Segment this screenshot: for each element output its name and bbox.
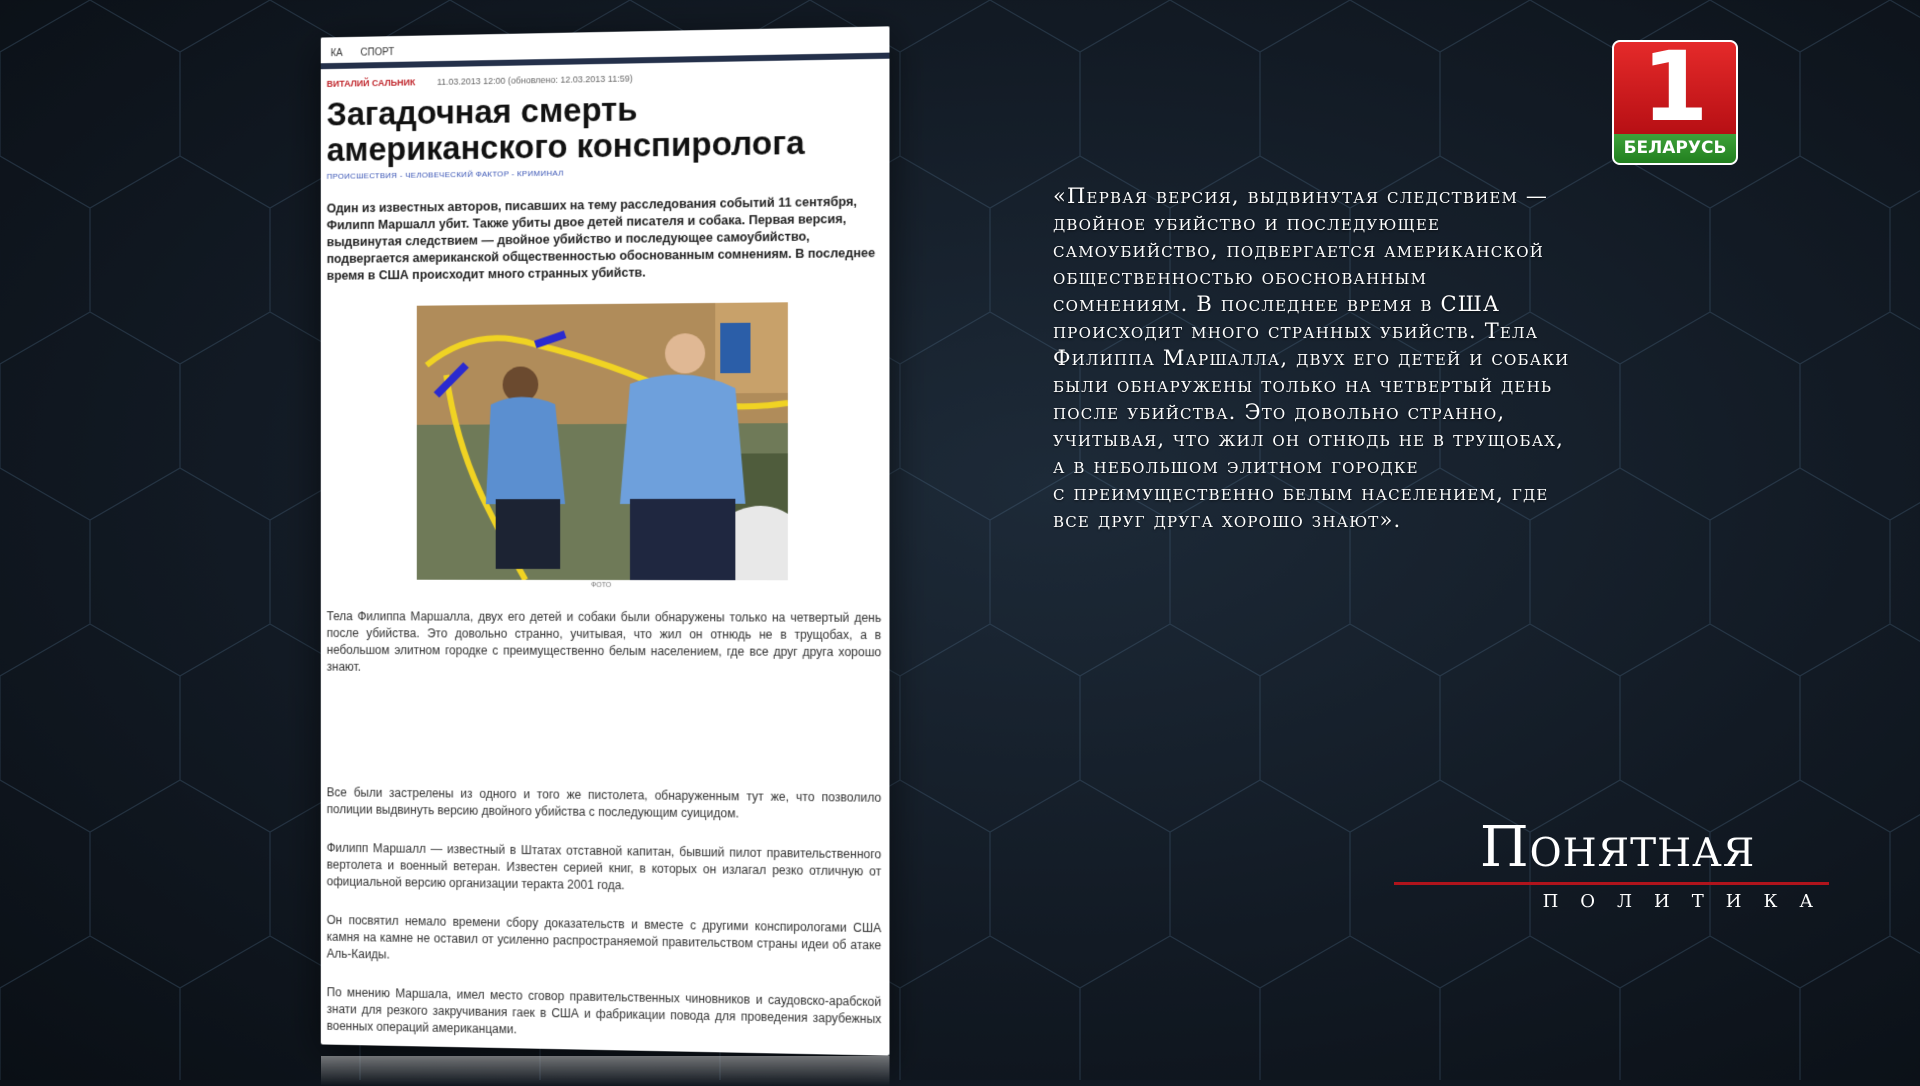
article-tags[interactable]: ПРОИСШЕСТВИЯ - ЧЕЛОВЕЧЕСКИЙ ФАКТОР - КРИМИНАЛ [326,168,564,181]
quote-line: после убийства. Это довольно странно, [1053,400,1506,424]
article-dates: 11.03.2013 12:00 (обновлено: 12.03.2013 11:59) [436,73,633,87]
quote-line: двойное убийство и последующее [1053,211,1441,235]
quote-line: происходит много странных убийств. Тела [1053,319,1539,343]
channel-logo-red-panel [1614,31,1736,143]
program-subtitle: ПОЛИТИКА [1542,891,1835,912]
photo-caption: ФОТО [590,581,612,590]
quote-line: были обнаружены только на четвертый день [1053,373,1553,397]
article-paragraph: Филипп Маршалл — известный в Штатах отставной капитан, бывший пилот правительственного вертолета и военный ветеран. Известен серией книг, в которых он излагал резко отличную от официальной версию организации теракта 2001 года. [326,840,882,893]
quote-line: а в небольшом элитном городке [1053,454,1419,478]
article-paragraph: Все были застрелены из одного и того же пистолета, обнаруженным тут же, что позволило полиции выдвинуть версию двойного убийства с последующим суицидом. [326,785,882,821]
channel-logo-name: БЕЛАРУСЬ [1614,134,1736,163]
article-screenshot-card [321,26,890,1055]
card-reflection [321,1056,890,1086]
program-title: Понятная [1479,815,1756,880]
article-lead: Один из известных авторов, писавших на тему расследования событий 11 сентября, Филипп Маршалл убит. Также убиты двое детей писателя и собака. Первая версия, выдвинутая следствием — двойное убийство и последующее самоубийство, подвергается американской общественностью обоснованным сомнениям. В последнее время в США происходит много странных убийств. [326,194,876,283]
article-author[interactable]: ВИТАЛИЙ САЛЬНИК [326,77,416,89]
quote-line: общественностью обоснованным [1053,265,1428,289]
quote-line: все друг друга хорошо знают». [1053,508,1402,532]
article-paragraph: Тела Филиппа Маршалла, двух его детей и собаки были обнаружены только на четвертый день после убийства. Это довольно странно, учитывая, что жил он отнюдь не в трущобах, а в небольшом элитном городке с преимущественно белым населением, где все друг друга хорошо знают. [326,609,882,674]
quote-line: сомнениям. В последнее время в США [1053,292,1501,316]
channel-logo-digit: 1 [1641,31,1709,143]
police-crime-scene-photo [417,302,788,580]
quote-line: Филиппа Маршалла, двух его детей и собаки [1053,346,1570,370]
article-meta [327,69,882,89]
quote-line: с преимущественно белым населением, где [1053,481,1549,505]
nav-item-sport[interactable]: СПОРТ [360,47,395,59]
article-paragraph: Он посвятил немало времени сбору доказательств и вместе с другими конспирологами США камня на камне не оставил от усиленно распространяемой правительством страны идеи об атаке Аль-Каиды. [326,912,882,962]
quote-line: «Первая версия, выдвинутая следствием — [1053,184,1549,208]
quote-text [1053,183,1673,534]
quote-line: учитывая, что жил он отнюдь не в трущобах, [1053,427,1565,451]
channel-logo [1612,31,1738,165]
quote-line: самоубийство, подвергается американской [1053,238,1544,262]
program-title-block [1400,815,1835,912]
article-headline: Загадочная смерть американского конспиролога [326,90,805,169]
nav-item[interactable]: КА [330,48,343,60]
program-divider [1394,882,1829,885]
article-paragraph: По мнению Маршала, имел место сговор правительственных чиновников и саудовско-арабской знати для резкого закручивания гаек в США и фабрикации повода для проведения зарубежных военных операций американцами. [326,985,882,1037]
article-photo [417,302,788,589]
